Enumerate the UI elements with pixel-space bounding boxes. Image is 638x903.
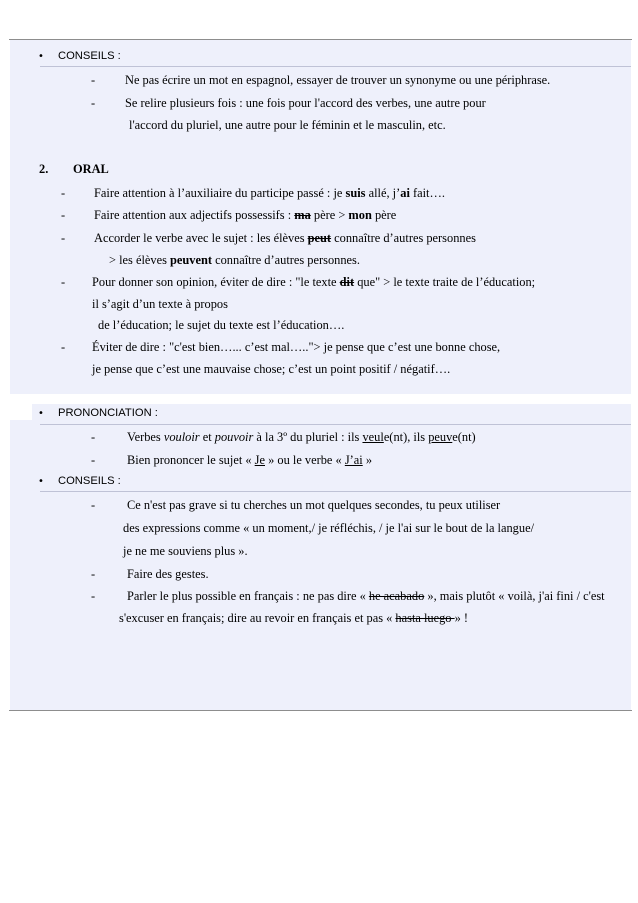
text-run: Bien prononcer le sujet « bbox=[127, 453, 255, 467]
text-run: Ne pas écrire un mot en espagnol, essayer de trouver un synonyme ou une périphrase. bbox=[125, 73, 551, 87]
text-run: je ne me souviens plus ». bbox=[123, 544, 248, 558]
prononciation-line-2 bbox=[127, 453, 372, 468]
text-run: que" > le texte traite de l’éducation; bbox=[354, 275, 536, 289]
dash: - bbox=[91, 96, 96, 110]
text-run: veul bbox=[362, 430, 384, 444]
conseils-1-item-2 bbox=[125, 96, 486, 111]
text-run: vouloir bbox=[163, 430, 200, 444]
text-run: Faire des gestes. bbox=[127, 567, 209, 581]
conseils-2-line-3-cont bbox=[119, 611, 468, 626]
text-run: Se relire plusieurs fois : une fois pour l'accord des verbes, une autre pour bbox=[125, 96, 486, 110]
dash: - bbox=[91, 589, 96, 603]
text-run: Parler le plus possible en français : ne pas dire « bbox=[127, 589, 369, 603]
oral-line-4-cont-1 bbox=[92, 297, 228, 312]
bullet-conseils-1: • bbox=[38, 51, 44, 62]
conseils-2-heading: CONSEILS : bbox=[58, 475, 121, 487]
text-run: ma bbox=[294, 208, 311, 222]
text-run: » bbox=[362, 453, 373, 467]
dash: - bbox=[91, 430, 96, 444]
heading-underline-2 bbox=[40, 424, 631, 425]
text-run: Verbes bbox=[127, 430, 164, 444]
dash: - bbox=[61, 186, 66, 200]
heading-underline-1 bbox=[40, 66, 631, 67]
conseils-1-heading: CONSEILS : bbox=[58, 50, 121, 62]
text-run: peut bbox=[307, 231, 332, 245]
text-run: connaître d’autres personnes bbox=[331, 231, 476, 245]
text-run: de l’éducation; le sujet du texte est l’éducation…. bbox=[98, 318, 345, 332]
conseils-2-line-1 bbox=[127, 498, 500, 513]
oral-line-3 bbox=[94, 231, 476, 246]
text-run: peuvent bbox=[170, 253, 213, 267]
conseils-2-line-2 bbox=[127, 567, 209, 582]
text-run: Faire attention aux adjectifs possessifs : bbox=[94, 208, 295, 222]
dash: - bbox=[91, 453, 96, 467]
text-run: hasta luego bbox=[395, 611, 455, 625]
oral-line-4-cont-2 bbox=[98, 318, 344, 333]
oral-line-5-cont bbox=[92, 362, 450, 377]
oral-line-2 bbox=[94, 208, 396, 223]
text-run: », mais plutôt « voilà, j'ai fini / c'est bbox=[424, 589, 605, 603]
text-run: des expressions comme « un moment,/ je réfléchis, / je l'ai sur le bout de la langue/ bbox=[123, 521, 535, 535]
text-run: Pour donner son opinion, éviter de dire : "le texte bbox=[92, 275, 340, 289]
bottom-rule bbox=[9, 710, 632, 711]
text-run: pouvoir bbox=[214, 430, 254, 444]
oral-line-4 bbox=[92, 275, 535, 290]
dash: - bbox=[61, 275, 66, 289]
dash: - bbox=[91, 567, 96, 581]
text-run: et bbox=[199, 430, 215, 444]
text-run: s'excuser en français; dire au revoir en français et pas « bbox=[119, 611, 396, 625]
dash: - bbox=[91, 73, 96, 87]
text-run: e(nt), ils bbox=[383, 430, 429, 444]
text-run: J’ai bbox=[344, 453, 363, 467]
text-run: Ce n'est pas grave si tu cherches un mot quelques secondes, tu peux utiliser bbox=[127, 498, 501, 512]
text-run: dit bbox=[339, 275, 355, 289]
oral-line-1 bbox=[94, 186, 445, 201]
text-run: » ou le verbe « bbox=[265, 453, 345, 467]
conseils-1-item-1 bbox=[125, 73, 550, 88]
text-run: Éviter de dire : "c'est bien…... c’est mal….."> je pense que c’est une bonne chose, bbox=[92, 340, 501, 354]
text-run: he acabado bbox=[368, 589, 425, 603]
dash: - bbox=[61, 340, 66, 354]
heading-band-conseils-1 bbox=[32, 46, 631, 66]
text-run: l'accord du pluriel, une autre pour le féminin et le masculin, etc. bbox=[129, 118, 446, 132]
text-run: Je bbox=[254, 453, 265, 467]
text-run: e(nt) bbox=[452, 430, 476, 444]
section-number: 2. bbox=[39, 162, 49, 176]
text-run: suis bbox=[345, 186, 366, 200]
text-run: peuv bbox=[428, 430, 453, 444]
text-run: il s’agit d’un texte à propos bbox=[92, 297, 228, 311]
text-run: je pense que c’est une mauvaise chose; c’est un point positif / négatif…. bbox=[92, 362, 451, 376]
text-run: allé, j’ bbox=[365, 186, 401, 200]
text-run: > les élèves bbox=[109, 253, 171, 267]
conseils-2-line-1-cont-1 bbox=[123, 521, 534, 536]
text-run: » ! bbox=[454, 611, 469, 625]
oral-heading: ORAL bbox=[73, 162, 109, 176]
heading-underline-3 bbox=[40, 491, 631, 492]
dash: - bbox=[61, 231, 66, 245]
bullet-conseils-2: • bbox=[38, 476, 44, 487]
text-run: Faire attention à l’auxiliaire du participe passé : je bbox=[94, 186, 346, 200]
text-run: fait…. bbox=[409, 186, 445, 200]
heading-band-conseils-2 bbox=[32, 471, 631, 491]
dash: - bbox=[61, 208, 66, 222]
conseils-2-line-3 bbox=[127, 589, 631, 604]
dash: - bbox=[91, 498, 96, 512]
text-run: mon bbox=[348, 208, 372, 222]
prononciation-heading: PRONONCIATION : bbox=[58, 407, 158, 419]
oral-line-5 bbox=[92, 340, 500, 355]
conseils-1-item-2-cont bbox=[129, 118, 446, 133]
conseils-2-line-1-cont-2 bbox=[123, 544, 248, 559]
prononciation-line-1 bbox=[127, 430, 476, 445]
text-run: connaître d’autres personnes. bbox=[212, 253, 360, 267]
bullet-prononciation: • bbox=[38, 408, 44, 419]
text-run: ai bbox=[400, 186, 410, 200]
text-run: à la 3º du pluriel : ils bbox=[253, 430, 363, 444]
oral-line-3-cont bbox=[109, 253, 360, 268]
text-run: Accorder le verbe avec le sujet : les élèves bbox=[94, 231, 308, 245]
text-run: père bbox=[371, 208, 397, 222]
text-run: père > bbox=[310, 208, 349, 222]
